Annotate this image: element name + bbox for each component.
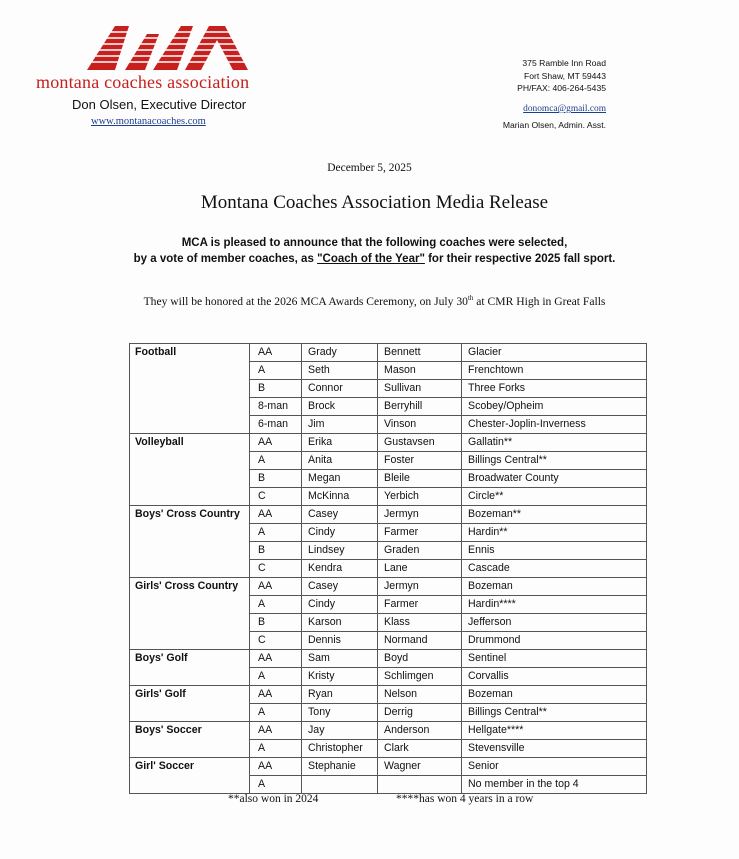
last-name-cell: Mason [378, 362, 462, 380]
table-row [130, 398, 647, 416]
table-row [130, 596, 647, 614]
table-row [130, 740, 647, 758]
school-cell: Glacier [462, 344, 647, 362]
first-name-cell: Connor [302, 380, 378, 398]
first-name-cell: Tony [302, 704, 378, 722]
first-name-cell: Kristy [302, 668, 378, 686]
last-name-cell: Nelson [378, 686, 462, 704]
class-cell: A [250, 776, 302, 794]
release-date: December 5, 2025 [327, 162, 412, 174]
last-name-cell: Foster [378, 452, 462, 470]
school-cell: Stevensville [462, 740, 647, 758]
class-cell: 6-man [250, 416, 302, 434]
sport-cell: Boys' Cross Country [130, 506, 250, 524]
school-cell: Drummond [462, 632, 647, 650]
sport-cell: Boys' Soccer [130, 722, 250, 740]
last-name-cell: Bennett [378, 344, 462, 362]
table-row [130, 416, 647, 434]
last-name-cell: Lane [378, 560, 462, 578]
school-cell: Sentinel [462, 650, 647, 668]
school-cell: Ennis [462, 542, 647, 560]
intro-text-part: for their respective 2025 fall sport. [424, 253, 616, 265]
last-name-cell: Normand [378, 632, 462, 650]
last-name-cell: Farmer [378, 524, 462, 542]
ceremony-text: at CMR High in Great Falls [473, 294, 606, 308]
table-row [130, 434, 647, 452]
sport-cell: Volleyball [130, 434, 250, 452]
sport-cell: Football [130, 344, 250, 362]
contact-block [470, 102, 606, 131]
first-name-cell: Jay [302, 722, 378, 740]
first-name-cell: Cindy [302, 596, 378, 614]
class-cell: AA [250, 722, 302, 740]
sport-cell [130, 740, 250, 758]
first-name-cell: McKinna [302, 488, 378, 506]
table-row [130, 380, 647, 398]
sport-cell [130, 452, 250, 470]
class-cell: A [250, 452, 302, 470]
table-row [130, 668, 647, 686]
table-row [130, 524, 647, 542]
footnote-also-won: **also won in 2024 [228, 793, 319, 805]
class-cell: C [250, 560, 302, 578]
table-row [130, 776, 647, 794]
class-cell: AA [250, 650, 302, 668]
class-cell: AA [250, 758, 302, 776]
last-name-cell: Sullivan [378, 380, 462, 398]
org-name: montana coaches association [36, 72, 250, 92]
school-cell: Corvallis [462, 668, 647, 686]
school-cell: Billings Central** [462, 704, 647, 722]
class-cell: 8-man [250, 398, 302, 416]
class-cell: A [250, 704, 302, 722]
first-name-cell: Dennis [302, 632, 378, 650]
school-cell: Hardin**** [462, 596, 647, 614]
last-name-cell: Farmer [378, 596, 462, 614]
table-row [130, 542, 647, 560]
coach-of-year-table [129, 343, 647, 794]
last-name-cell: Schlimgen [378, 668, 462, 686]
last-name-cell: Clark [378, 740, 462, 758]
school-cell: Bozeman** [462, 506, 647, 524]
address-line: Fort Shaw, MT 59443 [523, 70, 606, 81]
last-name-cell [378, 776, 462, 794]
class-cell: A [250, 668, 302, 686]
first-name-cell: Casey [302, 506, 378, 524]
intro-text-part: by a vote of member coaches, as [133, 253, 318, 265]
first-name-cell: Stephanie [302, 758, 378, 776]
school-cell: Frenchtown [462, 362, 647, 380]
sport-cell [130, 380, 250, 398]
last-name-cell: Boyd [378, 650, 462, 668]
school-cell: Scobey/Opheim [462, 398, 647, 416]
ordinal-suffix: th [467, 294, 474, 302]
address-line: 375 Ramble Inn Road [522, 58, 606, 68]
table-row [130, 686, 647, 704]
table-row [130, 758, 647, 776]
coach-of-the-year-label: "Coach of the Year" [317, 253, 425, 265]
last-name-cell: Wagner [378, 758, 462, 776]
sport-cell: Girl' Soccer [130, 758, 250, 776]
class-cell: AA [250, 434, 302, 452]
table-row [130, 722, 647, 740]
table-row [130, 614, 647, 632]
class-cell: AA [250, 344, 302, 362]
first-name-cell: Lindsey [302, 542, 378, 560]
last-name-cell: Berryhill [378, 398, 462, 416]
school-cell: Senior [462, 758, 647, 776]
table-row [130, 578, 647, 596]
last-name-cell: Graden [378, 542, 462, 560]
first-name-cell: Seth [302, 362, 378, 380]
table-row [130, 470, 647, 488]
sport-cell [130, 542, 250, 560]
class-cell: C [250, 488, 302, 506]
school-cell: Hellgate**** [462, 722, 647, 740]
first-name-cell: Anita [302, 452, 378, 470]
school-cell: Bozeman [462, 578, 647, 596]
class-cell: A [250, 740, 302, 758]
intro-text [0, 235, 739, 267]
last-name-cell: Jermyn [378, 506, 462, 524]
first-name-cell: Erika [302, 434, 378, 452]
school-cell: Three Forks [462, 380, 647, 398]
table-row [130, 650, 647, 668]
sport-cell [130, 668, 250, 686]
table-row [130, 560, 647, 578]
last-name-cell: Yerbich [378, 488, 462, 506]
footnote-four-years: ****has won 4 years in a row [396, 793, 534, 805]
first-name-cell: Sam [302, 650, 378, 668]
first-name-cell [302, 776, 378, 794]
sport-cell [130, 524, 250, 542]
sport-cell [130, 596, 250, 614]
email-link[interactable]: donomca@gmail.com [523, 104, 606, 114]
last-name-cell: Bleile [378, 470, 462, 488]
first-name-cell: Megan [302, 470, 378, 488]
last-name-cell: Gustavsen [378, 434, 462, 452]
ceremony-text: They will be honored at the 2026 MCA Awards Ceremony, on July 30 [143, 294, 468, 308]
class-cell: B [250, 542, 302, 560]
mca-logo [85, 20, 250, 72]
table-row [130, 704, 647, 722]
school-cell: Billings Central** [462, 452, 647, 470]
last-name-cell: Jermyn [378, 578, 462, 596]
school-cell: Broadwater County [462, 470, 647, 488]
class-cell: A [250, 596, 302, 614]
sport-cell: Girls' Golf [130, 686, 250, 704]
class-cell: B [250, 614, 302, 632]
class-cell: B [250, 380, 302, 398]
sport-cell [130, 398, 250, 416]
sport-cell [130, 488, 250, 506]
sport-cell [130, 632, 250, 650]
class-cell: A [250, 362, 302, 380]
school-cell: Jefferson [462, 614, 647, 632]
class-cell: C [250, 632, 302, 650]
page-title: Montana Coaches Association Media Release [200, 192, 549, 213]
first-name-cell: Cindy [302, 524, 378, 542]
table-row [130, 506, 647, 524]
sport-cell [130, 470, 250, 488]
sport-cell [130, 704, 250, 722]
class-cell: AA [250, 578, 302, 596]
sport-cell [130, 614, 250, 632]
first-name-cell: Grady [302, 344, 378, 362]
school-cell: Chester-Joplin-Inverness [462, 416, 647, 434]
school-cell: Circle** [462, 488, 647, 506]
admin-assistant: Marian Olsen, Admin. Asst. [502, 119, 606, 130]
class-cell: AA [250, 506, 302, 524]
first-name-cell: Karson [302, 614, 378, 632]
executive-director: Don Olsen, Executive Director [72, 97, 247, 112]
first-name-cell: Kendra [302, 560, 378, 578]
table-row [130, 452, 647, 470]
class-cell: B [250, 470, 302, 488]
table-row [130, 632, 647, 650]
school-cell: Hardin** [462, 524, 647, 542]
class-cell: A [250, 524, 302, 542]
first-name-cell: Casey [302, 578, 378, 596]
sport-cell [130, 560, 250, 578]
school-cell: Cascade [462, 560, 647, 578]
school-cell: No member in the top 4 [462, 776, 647, 794]
last-name-cell: Derrig [378, 704, 462, 722]
sport-cell: Boys' Golf [130, 650, 250, 668]
website-link[interactable]: www.montanacoaches.com [91, 116, 206, 127]
sport-cell [130, 416, 250, 434]
school-cell: Gallatin** [462, 434, 647, 452]
table-row [130, 362, 647, 380]
last-name-cell: Klass [378, 614, 462, 632]
sport-cell: Girls' Cross Country [130, 578, 250, 596]
sport-cell [130, 362, 250, 380]
first-name-cell: Jim [302, 416, 378, 434]
ceremony-note [0, 294, 739, 308]
table-row [130, 488, 647, 506]
mailing-address [470, 57, 606, 95]
first-name-cell: Brock [302, 398, 378, 416]
phone-fax: PH/FAX: 406-264-5435 [517, 83, 606, 93]
table-row [130, 344, 647, 362]
sport-cell [130, 776, 250, 794]
last-name-cell: Vinson [378, 416, 462, 434]
school-cell: Bozeman [462, 686, 647, 704]
first-name-cell: Ryan [302, 686, 378, 704]
intro-line-2 [0, 251, 739, 267]
class-cell: AA [250, 686, 302, 704]
intro-line-1: MCA is pleased to announce that the following coaches were selected, [181, 237, 568, 249]
last-name-cell: Anderson [378, 722, 462, 740]
first-name-cell: Christopher [302, 740, 378, 758]
